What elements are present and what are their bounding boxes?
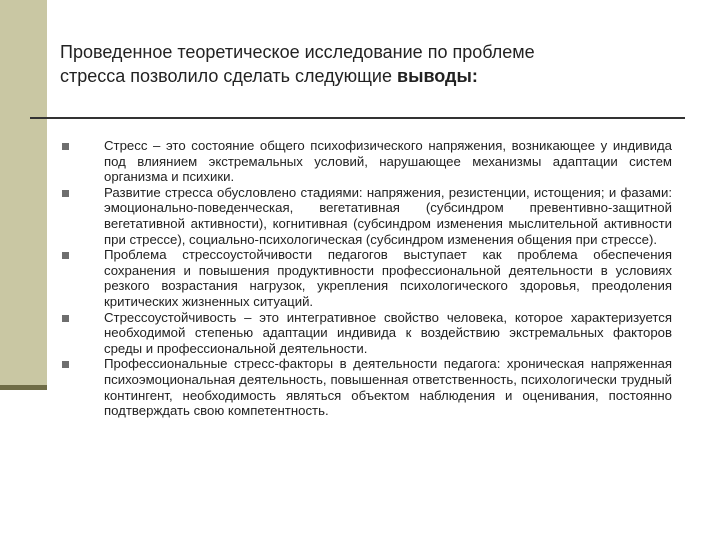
title-line-1: Проведенное теоретическое исследование по проблеме [60, 42, 535, 62]
square-bullet-icon [62, 143, 69, 150]
title-line-2 [60, 64, 680, 88]
square-bullet-icon [62, 315, 69, 322]
slide-title [60, 40, 680, 88]
list-item-text: Профессиональные стресс-факторы в деятельности педагога: хроническая напряженная психоэмоциональная деятельность, повышенная ответственность, психологически трудный контингент, необходимость являться объектом наблюдения и оценивания, постоянно подтверждать свою компетентность. [104, 356, 672, 419]
title-divider [30, 117, 685, 119]
list-item-text: Стрессоустойчивость – это интегративное свойство человека, которое характеризуется необходимой степенью адаптации индивида к воздействию экстремальных факторов среды и профессиональной деятельности. [104, 309, 672, 356]
list-item [62, 356, 672, 418]
accent-bar [0, 0, 47, 385]
list-item [62, 247, 672, 309]
list-item [62, 310, 672, 357]
accent-bar-footer [0, 385, 47, 390]
list-item-text: Развитие стресса обусловлено стадиями: напряжения, резистенции, истощения; и фазами: эмоционально-поведенческая, вегетативная (субсиндром превентивно-защитной вегетативной активности), когнитивная (субсиндром изменения мыслительной активности при стрессе), социально-психологическая (субсиндром изменения общения при стрессе). [104, 184, 672, 247]
square-bullet-icon [62, 190, 69, 197]
list-item [62, 138, 672, 185]
list-item-text: Проблема стрессоустойчивости педагогов выступает как проблема обеспечения сохранения и повышения продуктивности профессиональной деятельности в условиях резкого возрастания нагрузок, укрепления психологического здоровья, преодоления критических жизненных ситуаций. [104, 247, 672, 309]
list-item-text: Стресс – это состояние общего психофизического напряжения, возникающее у индивида под влиянием экстремальных условий, нарушающее механизмы адаптации систем организма и психики. [104, 138, 672, 185]
list-item [62, 185, 672, 247]
square-bullet-icon [62, 252, 69, 259]
title-line-2-text: стресса позволило сделать следующие [60, 66, 397, 86]
title-bold-word: выводы: [397, 66, 478, 86]
conclusions-list [62, 138, 672, 419]
square-bullet-icon [62, 361, 69, 368]
